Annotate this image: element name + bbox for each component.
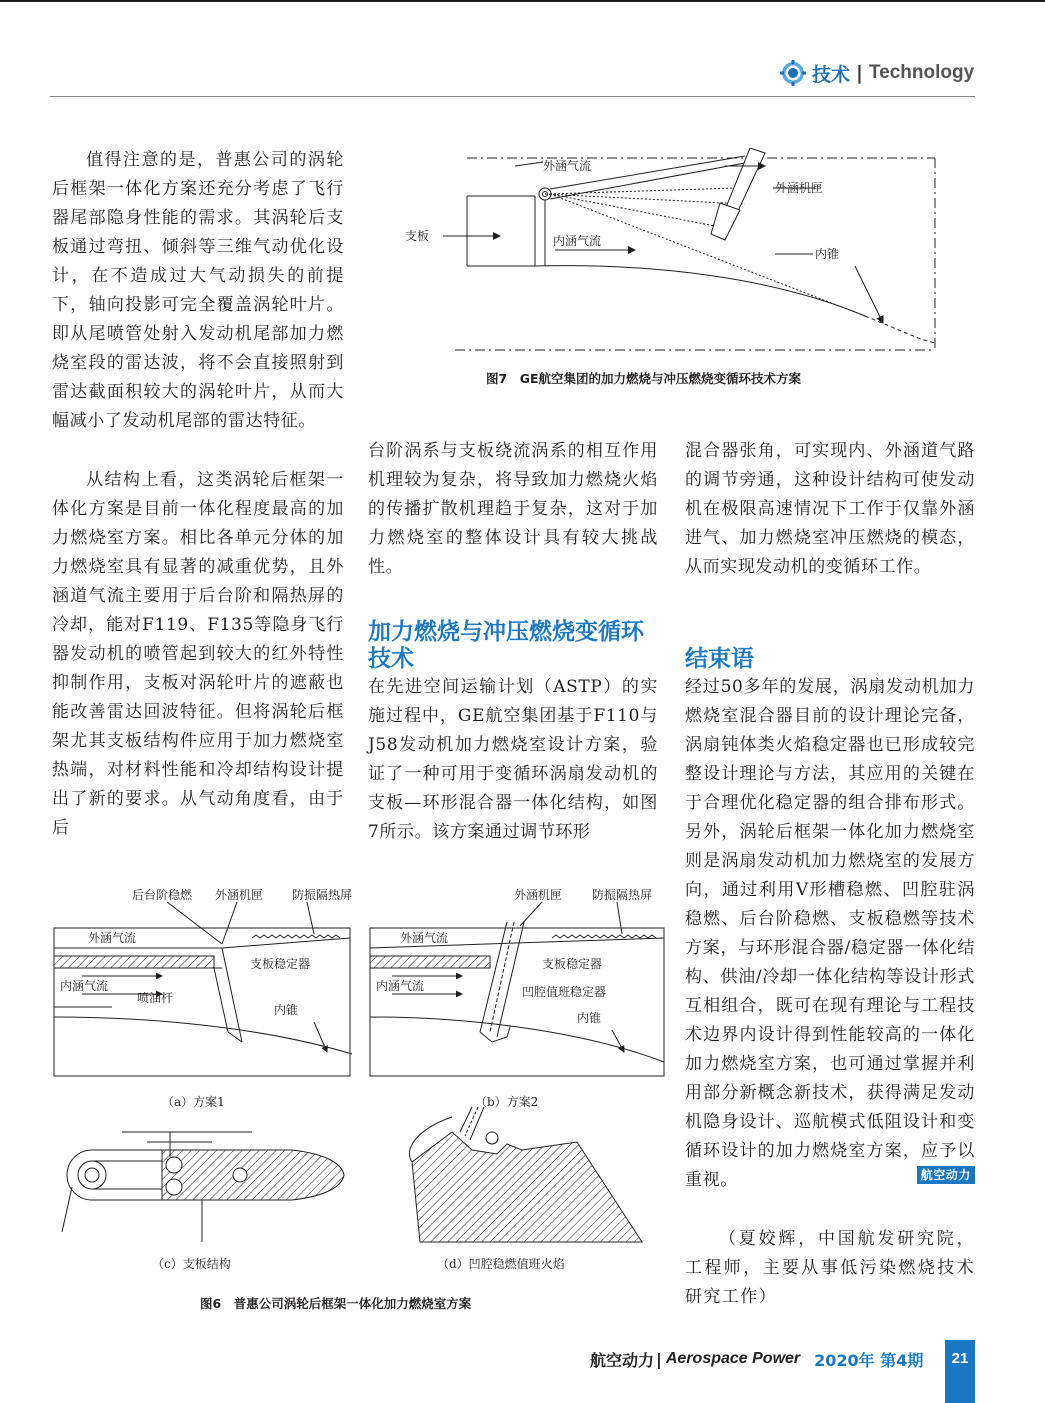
fig7-label-core-flow: 内涵气流: [553, 234, 602, 248]
fig6a-label-bypass-flow: 外涵气流: [88, 931, 137, 945]
journal-name-en: Aerospace Power: [665, 1350, 801, 1367]
figure-7-diagram: [395, 148, 955, 358]
fig6a-label-heat-shield: 防振隔热屏: [292, 888, 353, 902]
figure-6c-strut-structure: [62, 1132, 344, 1242]
fig6b-label-inner-cone: 内锥: [577, 1011, 602, 1025]
fig6a-label-inner-cone: 内锥: [274, 1003, 299, 1017]
header-rule: [50, 96, 975, 97]
col3-paragraph-2: [685, 673, 975, 1195]
col3-paragraph-1: 混合器张角，可实现内、外涵道气路的调节旁通，这种设计结构可使发动机在极限高速情况下工作于仅靠外涵进气、加力燃烧室冲压燃烧的模态，从而实现发动机的变循环工作。: [685, 441, 975, 577]
fig6a-label-step: 后台阶稳燃: [132, 888, 193, 902]
fig7-label-inner-cone: 内锥: [815, 247, 840, 261]
fig6b-label-strut-stab: 支板稳定器: [542, 957, 603, 971]
fig6b-label-core-flow: 内涵气流: [376, 979, 425, 993]
fig6c-subcaption: （c）支板结构: [152, 1257, 231, 1271]
fig7-label-strut: 支板: [405, 229, 430, 243]
author-note: （夏姣辉，中国航发研究院，工程师，主要从事低污染燃烧技术研究工作）: [685, 1229, 975, 1307]
figure-6-caption: 图6 普惠公司涡轮后框架一体化加力燃烧室方案: [200, 1296, 472, 1311]
col2-heading: 加力燃烧与冲压燃烧变循环技术: [368, 619, 644, 672]
page-footer: [590, 1347, 923, 1371]
section-title-en: Technology: [868, 62, 975, 83]
fig6b-label-cavity-pilot: 凹腔值班稳定器: [522, 985, 607, 999]
journal-name-cn: 航空动力: [590, 1350, 655, 1370]
fig6b-subcaption: （b）方案2: [475, 1095, 539, 1109]
gear-icon: [780, 60, 806, 86]
fig6b-label-bypass-flow: 外涵气流: [400, 931, 449, 945]
conclusion-text: 经过50多年的发展，涡扇发动机加力燃烧室混合器目前的设计理论完备，涡扇钝体类火焰稳定器也已形成较完整设计理论与方法，其应用的关键在于合理优化稳定器的组合排布形式。另外，涡轮后框架一体化加力燃烧室则是涡扇发动机加力燃烧室的发展方向，通过利用V形槽稳燃、凹腔驻涡稳燃、后台阶稳燃、支板稳燃等技术方案，与环形混合器/稳定器一体化结构、供油/冷却一体化结构等设计形式互相组合，既可在现有理论与工程技术边界内设计得到性能较高的一体化加力燃烧室方案，也可通过掌握并利用部分新概念新技术，获得满足发动机隐身设计、巡航模式低阻设计和变循环设计的加力燃烧室方案，应予以重视。: [685, 677, 975, 1190]
col1-paragraph-2: 从结构上看，这类涡轮后框架一体化方案是目前一体化程度最高的加力燃烧室方案。相比各单元分体的加力燃烧室具有显著的减重优势，且外涵道气流主要用于后台阶和隔热屏的冷却，能对F119、F135等隐身飞行器发动机的喷管起到较大的红外特性抑制作用，支板对涡轮叶片的遮蔽也能改善雷达回波特征。但将涡轮后框架尤其支板结构件应用于加力燃烧室热端，对材料性能和冷却结构设计提出了新的要求。从气动角度看，由于后: [52, 470, 344, 838]
fig6a-label-strut-stab: 支板稳定器: [250, 957, 311, 971]
fig6d-subcaption: （d）凹腔稳燃值班火焰: [437, 1257, 565, 1271]
col2-paragraph-2: 在先进空间运输计划（ASTP）的实施过程中，GE航空集团基于F110与J58发动机加力燃烧室设计方案，验证了一种可用于变循环涡扇发动机的支板—环形混合器一体化结构，如图7所示。该方案通过调节环形: [368, 677, 658, 842]
fig6a-label-fuel-bar: 喷油杆: [137, 991, 174, 1005]
fig6a-label-bypass-case: 外涵机匣: [215, 888, 264, 902]
col3-heading: 结束语: [685, 646, 754, 672]
fig7-label-bypass-flow: 外涵气流: [543, 159, 592, 173]
col2-paragraph-1: 台阶涡系与支板绕流涡系的相互作用机理较为复杂，将导致加力燃烧火焰的传播扩散机理趋于复杂，这对于加力燃烧室的整体设计具有较大挑战性。: [368, 441, 658, 577]
figure-6d-cavity-flame: [409, 1107, 642, 1242]
issue-label: 2020年 第4期: [814, 1350, 924, 1370]
journal-logo-badge: 航空动力: [917, 1166, 975, 1184]
footer-separator: |: [656, 1349, 662, 1369]
col1-paragraph-1: 值得注意的是，普惠公司的涡轮后框架一体化方案还充分考虑了飞行器尾部隐身性能的需求。其涡轮后支板通过弯扭、倾斜等三维气动优化设计，在不造成过大气动损失的前提下，轴向投影可完全覆盖涡轮叶片。即从尾喷管处射入发动机尾部加力燃烧室段的雷达波，将不会直接照射到雷达截面积较大的涡轮叶片，从而大幅减小了发动机尾部的雷达特征。: [52, 150, 344, 431]
page-number: 21: [945, 1340, 975, 1403]
figure-7-caption: 图7 GE航空集团的加力燃烧与冲压燃烧变循环技术方案: [486, 371, 801, 386]
figure-6-diagram: [52, 882, 667, 1282]
fig6b-label-heat-shield: 防振隔热屏: [592, 888, 653, 902]
fig6a-label-core-flow: 内涵气流: [60, 979, 109, 993]
top-border: [0, 0, 1045, 2]
fig7-label-bypass-case: 外涵机匣: [775, 181, 824, 195]
section-header: [780, 58, 980, 88]
fig6b-label-bypass-case: 外涵机匣: [514, 888, 563, 902]
header-separator: |: [856, 62, 863, 84]
fig6a-subcaption: （a）方案1: [162, 1095, 225, 1109]
section-title-cn: 技术: [812, 63, 851, 86]
